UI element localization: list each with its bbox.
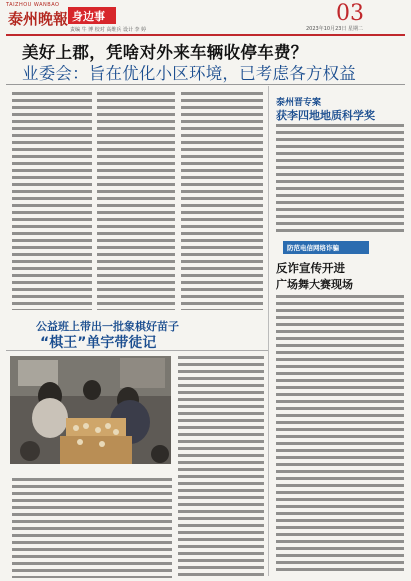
- chess-article-title: “棋王”单宇带徒记: [40, 335, 157, 351]
- chess-class-photo: [10, 356, 171, 464]
- photo-illustration: [10, 356, 171, 464]
- headline-title: 美好上郡，凭啥对外来车辆收停车费？: [22, 43, 308, 62]
- section-name: 身边事: [72, 10, 105, 23]
- editor-credits: 责编 牛 博 校对 高维兵 设计 李 婷: [70, 27, 147, 33]
- side-article-kicker: 泰州晋专案: [276, 98, 322, 108]
- paper-latin-name: TAIZHOU WANBAO: [6, 2, 60, 8]
- chess-article-body-2: [178, 356, 264, 578]
- article-column-1: [12, 92, 92, 310]
- antifraud-subtitle: 广场舞大赛现场: [276, 278, 353, 291]
- chess-article-kicker: 公益班上带出一批象棋好苗子: [36, 320, 179, 333]
- side-article-body: [276, 124, 404, 236]
- article-column-2: [97, 92, 175, 310]
- paper-name-logo: 泰州晚報: [8, 10, 69, 28]
- title-rule: [6, 84, 405, 85]
- article-column-3: [181, 92, 263, 310]
- section-tag-label: 防范电信网络诈骗: [287, 244, 339, 252]
- page-date: 2023年10月23日 星期二: [306, 26, 364, 32]
- chess-rule: [6, 350, 268, 351]
- side-article-title: 获李四地地质科学奖: [276, 109, 375, 122]
- header-rule: [6, 34, 405, 36]
- headline-subtitle: 业委会：旨在优化小区环境，已考虑各方权益: [22, 64, 356, 83]
- antifraud-body: [276, 295, 404, 575]
- column-divider: [268, 86, 269, 576]
- chess-article-body-1: [12, 478, 172, 578]
- page-number: 03: [336, 1, 364, 26]
- antifraud-title: 反诈宣传开进: [276, 261, 345, 275]
